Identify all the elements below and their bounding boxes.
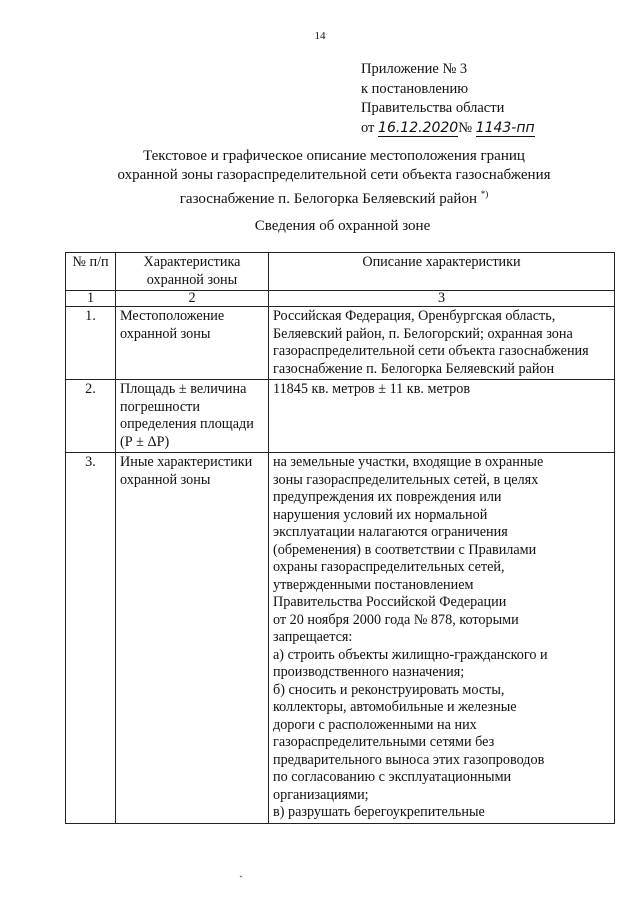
table-row <box>66 453 615 824</box>
description-line: б) сносить и реконструировать мосты, <box>273 681 505 698</box>
appendix-date-line <box>361 119 535 139</box>
description-line: газораспределительными сетями без <box>273 734 495 750</box>
row-characteristic: Площадь ± величина погрешности определения площади (Р ± ΔР) <box>116 380 269 453</box>
description-line: дороги с расположенными на них <box>273 716 477 733</box>
description-line: а) строить объекты жилищно-гражданского и <box>273 646 548 663</box>
header-description: Описание характеристики <box>269 253 615 291</box>
col-number-2: 2 <box>116 291 269 307</box>
row-number: 3. <box>66 453 116 824</box>
row-characteristic: Местоположение охранной зоны <box>116 307 269 380</box>
row-number: 2. <box>66 380 116 453</box>
row-number: 1. <box>66 307 116 380</box>
description-line: Правительства Российской Федерации <box>273 594 507 610</box>
description-line: (обременения) в соответствии с Правилами <box>273 541 537 558</box>
appendix-number: 1143-пп <box>475 119 535 136</box>
table-row <box>66 307 615 380</box>
appendix-from-label: от <box>361 119 375 136</box>
description-line: предупреждения их повреждения или <box>273 489 502 505</box>
appendix-line-2: к постановлению <box>361 80 469 97</box>
appendix-block <box>361 60 535 138</box>
row-characteristic: Иные характеристики охранной зоны <box>116 453 269 824</box>
col-number-1: 1 <box>66 291 116 307</box>
description-line: запрещается: <box>273 629 353 645</box>
title-line-3-text: газоснабжение п. Белогорка Беляевский район <box>179 191 477 207</box>
row-description <box>269 453 615 824</box>
appendix-line-1: Приложение № 3 <box>361 61 468 77</box>
description-line: организациями; <box>273 786 369 803</box>
description-line: нарушения условий их нормальной <box>273 506 488 523</box>
description-line: охраны газораспределительных сетей, <box>273 559 505 575</box>
description-line: зоны газораспределительных сетей, в целях <box>273 471 539 488</box>
appendix-line-3: Правительства области <box>361 100 505 116</box>
table-column-numbers-row <box>66 291 615 307</box>
description-line: коллекторы, автомобильные и железные <box>273 699 517 715</box>
appendix-date: 16.12.2020 <box>378 119 459 136</box>
description-line: по согласованию с эксплуатационными <box>273 769 512 785</box>
page-number: 14 <box>314 30 326 42</box>
document-title <box>60 147 608 209</box>
header-characteristic: Характеристика охранной зоны <box>116 253 269 291</box>
row-description: 11845 кв. метров ± 11 кв. метров <box>269 380 615 453</box>
description-line: предварительного выноса этих газопроводов <box>273 751 545 768</box>
title-line-1: Текстовое и графическое описание местоположения границ <box>143 148 525 164</box>
appendix-number-label: № <box>458 119 473 136</box>
section-subtitle: Сведения об охранной зоне <box>254 218 431 234</box>
stray-pen-mark: ˋ <box>239 873 243 887</box>
title-line-3 <box>60 185 608 209</box>
col-number-3: 3 <box>269 291 615 307</box>
description-line: в) разрушать берегоукрепительные <box>273 804 485 820</box>
description-line: утвержденными постановлением <box>273 576 474 593</box>
description-line: от 20 ноября 2000 года № 878, которыми <box>273 611 519 628</box>
protection-zone-table <box>65 252 615 824</box>
row-description: Российская Федерация, Оренбургская область, Беляевский район, п. Белогорский; охранная зона газораспределительной сети объекта газоснабжения газоснабжение п. Белогорка Беляевский район <box>269 307 615 380</box>
description-line: на земельные участки, входящие в охранные <box>273 454 544 470</box>
title-footnote-mark: *) <box>480 189 489 199</box>
table-row <box>66 380 615 453</box>
description-line: производственного назначения; <box>273 664 465 680</box>
header-number: № п/п <box>66 253 116 291</box>
table-header-row <box>66 253 615 291</box>
title-line-2: охранной зоны газораспределительной сети объекта газоснабжения <box>117 167 551 183</box>
description-line: эксплуатации налагаются ограничения <box>273 524 508 540</box>
